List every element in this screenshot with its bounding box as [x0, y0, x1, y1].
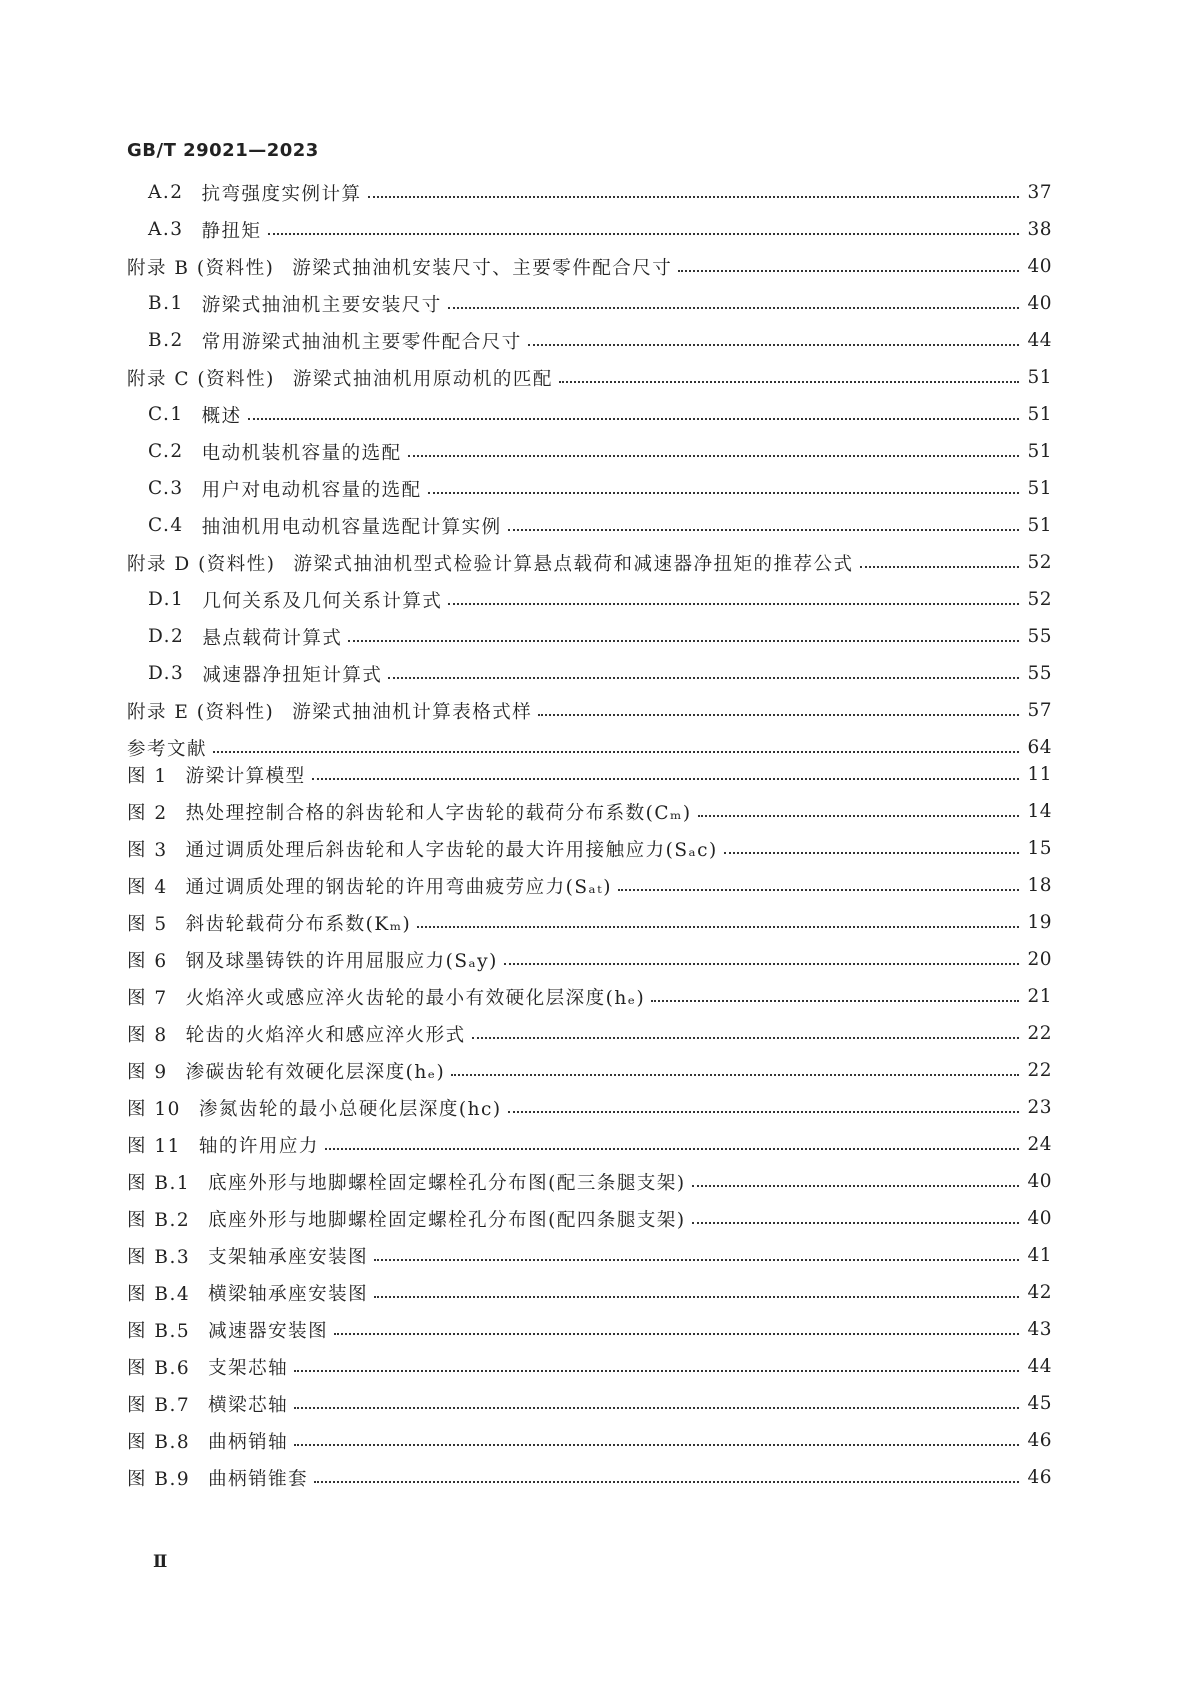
toc-figure-entry[interactable] [127, 756, 1052, 793]
toc-entry-label: 图 B.4 [127, 1283, 191, 1305]
toc-entry-page-number: 51 [1027, 441, 1052, 462]
toc-entry-title: 抽油机用电动机容量选配计算实例 [201, 516, 502, 538]
toc-figure-entry[interactable] [127, 1052, 1052, 1089]
toc-entry-label: 图 5 [127, 913, 168, 935]
toc-figure-entry[interactable] [127, 1200, 1052, 1237]
toc-entry-label: 图 6 [127, 950, 168, 972]
toc-entry-label: 图 B.6 [127, 1357, 191, 1379]
toc-entry-title: 曲柄销轴 [208, 1431, 289, 1453]
toc-entry-title: 支架轴承座安装图 [208, 1246, 369, 1268]
dot-leader [408, 454, 1020, 457]
toc-section-entry[interactable] [127, 470, 1052, 507]
dot-leader [294, 1443, 1019, 1446]
dot-leader [651, 999, 1019, 1002]
toc-figure-entry[interactable] [127, 1459, 1052, 1496]
dot-leader [248, 417, 1020, 420]
toc-entry-page-number: 43 [1027, 1319, 1052, 1340]
dot-leader [294, 1406, 1019, 1409]
dot-leader [451, 1073, 1019, 1076]
toc-entry-title: 曲柄销锥套 [208, 1468, 309, 1490]
toc-entry-title: 游梁式抽油机型式检验计算悬点载荷和减速器净扭矩的推荐公式 [293, 553, 854, 575]
toc-figure-entry[interactable] [127, 941, 1052, 978]
toc-entry-label: A.3 [148, 219, 184, 240]
toc-entry-page-number: 40 [1027, 1208, 1052, 1229]
toc-figure-entry[interactable] [127, 978, 1052, 1015]
toc-figure-entry[interactable] [127, 1385, 1052, 1422]
toc-entry-title: 横梁芯轴 [208, 1394, 289, 1416]
toc-entry-title: 参考文献 [127, 738, 208, 760]
toc-figure-entry[interactable] [127, 1274, 1052, 1311]
dot-leader [314, 1480, 1019, 1483]
toc-entry-page-number: 18 [1027, 875, 1052, 896]
dot-leader [213, 750, 1019, 753]
dot-leader [472, 1036, 1020, 1039]
toc-entry-label: 图 8 [127, 1024, 168, 1046]
toc-entry-page-number: 55 [1027, 663, 1052, 684]
toc-entry-label: C.4 [148, 515, 184, 536]
toc-entry-title: 几何关系及几何关系计算式 [202, 590, 443, 612]
toc-entry-page-number: 14 [1027, 801, 1052, 822]
toc-entry-page-number: 51 [1027, 404, 1052, 425]
toc-entry-page-number: 52 [1027, 589, 1052, 610]
toc-entry-page-number: 44 [1027, 1356, 1052, 1377]
toc-entry-label: 附录 B (资料性) [127, 257, 275, 279]
toc-entry-label: 图 B.1 [127, 1172, 191, 1194]
toc-figure-entry[interactable] [127, 1015, 1052, 1052]
toc-entry-page-number: 44 [1027, 330, 1052, 351]
dot-leader [417, 925, 1019, 928]
toc-figure-entry[interactable] [127, 867, 1052, 904]
dot-leader [618, 888, 1019, 891]
dot-leader [388, 676, 1019, 679]
toc-entry-title: 轮齿的火焰淬火和感应淬火形式 [185, 1024, 466, 1046]
toc-entry-title: 通过调质处理的钢齿轮的许用弯曲疲劳应力(Sₐₜ) [185, 876, 612, 898]
toc-entry-title: 渗碳齿轮有效硬化层深度(hₑ) [185, 1061, 446, 1083]
dot-leader [448, 602, 1019, 605]
toc-section-entry[interactable] [127, 692, 1052, 729]
toc-figure-entry[interactable] [127, 793, 1052, 830]
toc-entry-title: 游梁式抽油机安装尺寸、主要零件配合尺寸 [292, 257, 673, 279]
toc-figure-entry[interactable] [127, 1422, 1052, 1459]
toc-entry-label: 图 9 [127, 1061, 168, 1083]
dot-leader [860, 565, 1020, 568]
toc-entry-page-number: 51 [1027, 478, 1052, 499]
toc-figure-entry[interactable] [127, 1126, 1052, 1163]
toc-entry-title: 用户对电动机容量的选配 [201, 479, 422, 501]
toc-entry-page-number: 51 [1027, 515, 1052, 536]
dot-leader [724, 851, 1020, 854]
toc-section-entry[interactable] [127, 396, 1052, 433]
toc-section-entry[interactable] [127, 544, 1052, 581]
toc-figure-entry[interactable] [127, 904, 1052, 941]
toc-entry-title: 电动机装机容量的选配 [201, 442, 402, 464]
toc-entry-page-number: 57 [1027, 700, 1052, 721]
toc-entry-label: 图 B.2 [127, 1209, 191, 1231]
toc-entry-label: 图 B.7 [127, 1394, 191, 1416]
toc-entry-page-number: 42 [1027, 1282, 1052, 1303]
toc-figure-entry[interactable] [127, 1163, 1052, 1200]
toc-entry-label: B.2 [148, 330, 184, 351]
toc-entry-page-number: 45 [1027, 1393, 1052, 1414]
toc-entry-title: 通过调质处理后斜齿轮和人字齿轮的最大许用接触应力(Sₐc) [185, 839, 718, 861]
toc-section-entry[interactable] [127, 174, 1052, 211]
toc-entry-label: 附录 D (资料性) [127, 553, 276, 575]
toc-entry-title: 支架芯轴 [208, 1357, 289, 1379]
toc-entry-page-number: 24 [1027, 1134, 1052, 1155]
toc-entry-title: 游梁式抽油机用原动机的匹配 [292, 368, 553, 390]
toc-figure-entry[interactable] [127, 1348, 1052, 1385]
toc-figures [127, 756, 1052, 1496]
dot-leader [428, 491, 1020, 494]
toc-entry-title: 常用游梁式抽油机主要零件配合尺寸 [201, 331, 522, 353]
toc-entry-title: 减速器安装图 [208, 1320, 329, 1342]
toc-entry-page-number: 52 [1027, 552, 1052, 573]
toc-sections [127, 174, 1052, 766]
toc-entry-page-number: 55 [1027, 626, 1052, 647]
toc-entry-page-number: 40 [1027, 293, 1052, 314]
toc-entry-label: C.2 [148, 441, 184, 462]
dot-leader [374, 1258, 1019, 1261]
toc-entry-page-number: 40 [1027, 1171, 1052, 1192]
dot-leader [692, 1221, 1020, 1224]
toc-section-entry[interactable] [127, 211, 1052, 248]
toc-section-entry[interactable] [127, 322, 1052, 359]
page-folio: Ⅱ [153, 1552, 168, 1572]
toc-entry-page-number: 40 [1027, 256, 1052, 277]
toc-entry-label: 图 4 [127, 876, 168, 898]
toc-entry-page-number: 21 [1027, 986, 1052, 1007]
toc-entry-page-number: 38 [1027, 219, 1052, 240]
toc-section-entry[interactable] [127, 248, 1052, 285]
dot-leader [528, 343, 1020, 346]
toc-entry-title: 底座外形与地脚螺栓固定螺栓孔分布图(配四条腿支架) [208, 1209, 686, 1231]
toc-figure-entry[interactable] [127, 1311, 1052, 1348]
dot-leader [334, 1332, 1019, 1335]
toc-entry-title: 悬点载荷计算式 [202, 627, 343, 649]
toc-entry-page-number: 20 [1027, 949, 1052, 970]
dot-leader [559, 380, 1020, 383]
dot-leader [504, 962, 1020, 965]
toc-entry-title: 抗弯强度实例计算 [201, 183, 362, 205]
toc-entry-label: 图 1 [127, 765, 168, 787]
dot-leader [268, 232, 1020, 235]
toc-entry-page-number: 11 [1027, 764, 1052, 785]
dot-leader [692, 1184, 1020, 1187]
toc-entry-label: 图 B.9 [127, 1468, 191, 1490]
toc-entry-title: 横梁轴承座安装图 [208, 1283, 369, 1305]
toc-figure-entry[interactable] [127, 1089, 1052, 1126]
toc-section-entry[interactable] [127, 618, 1052, 655]
toc-entry-label: 附录 C (资料性) [127, 368, 275, 390]
toc-entry-label: C.3 [148, 478, 184, 499]
dot-leader [312, 777, 1020, 780]
dot-leader [678, 269, 1019, 272]
toc-entry-title: 游梁式抽油机计算表格式样 [292, 701, 533, 723]
toc-entry-page-number: 19 [1027, 912, 1052, 933]
dot-leader [348, 639, 1019, 642]
toc-entry-title: 游梁计算模型 [185, 765, 306, 787]
toc-entry-label: C.1 [148, 404, 184, 425]
toc-entry-page-number: 22 [1027, 1060, 1052, 1081]
toc-entry-label: 图 2 [127, 802, 168, 824]
dot-leader [368, 195, 1020, 198]
toc-section-entry[interactable] [127, 285, 1052, 322]
toc-section-entry[interactable] [127, 507, 1052, 544]
toc-entry-title: 钢及球墨铸铁的许用屈服应力(Sₐy) [185, 950, 498, 972]
dot-leader [538, 713, 1019, 716]
toc-entry-label: 图 B.5 [127, 1320, 191, 1342]
toc-entry-page-number: 51 [1027, 367, 1052, 388]
toc-entry-title: 斜齿轮载荷分布系数(Kₘ) [185, 913, 412, 935]
dot-leader [448, 306, 1020, 309]
toc-entry-title: 减速器净扭矩计算式 [202, 664, 383, 686]
toc-entry-page-number: 22 [1027, 1023, 1052, 1044]
dot-leader [508, 1110, 1020, 1113]
toc-figure-entry[interactable] [127, 1237, 1052, 1274]
toc-entry-label: D.1 [148, 589, 185, 610]
toc-entry-page-number: 23 [1027, 1097, 1052, 1118]
toc-entry-title: 游梁式抽油机主要安装尺寸 [201, 294, 442, 316]
dot-leader [325, 1147, 1020, 1150]
toc-section-entry[interactable] [127, 655, 1052, 692]
dot-leader [374, 1295, 1019, 1298]
standard-code: GB/T 29021—2023 [127, 140, 319, 161]
dot-leader [294, 1369, 1019, 1372]
toc-entry-page-number: 46 [1027, 1467, 1052, 1488]
toc-figure-entry[interactable] [127, 830, 1052, 867]
toc-entry-label: 图 B.3 [127, 1246, 191, 1268]
toc-entry-label: D.2 [148, 626, 185, 647]
toc-section-entry[interactable] [127, 433, 1052, 470]
toc-entry-label: A.2 [148, 182, 184, 203]
toc-entry-page-number: 37 [1027, 182, 1052, 203]
toc-entry-label: 图 B.8 [127, 1431, 191, 1453]
toc-entry-page-number: 15 [1027, 838, 1052, 859]
toc-entry-title: 火焰淬火或感应淬火齿轮的最小有效硬化层深度(hₑ) [185, 987, 646, 1009]
toc-entry-label: 附录 E (资料性) [127, 701, 275, 723]
toc-entry-page-number: 46 [1027, 1430, 1052, 1451]
toc-entry-label: 图 11 [127, 1135, 181, 1157]
toc-entry-label: 图 7 [127, 987, 168, 1009]
toc-entry-title: 轴的许用应力 [198, 1135, 319, 1157]
toc-entry-title: 渗氮齿轮的最小总硬化层深度(hc) [198, 1098, 502, 1120]
toc-entry-page-number: 64 [1027, 737, 1052, 758]
toc-entry-label: 图 3 [127, 839, 168, 861]
toc-entry-title: 静扭矩 [201, 220, 262, 242]
toc-section-entry[interactable] [127, 359, 1052, 396]
toc-entry-page-number: 41 [1027, 1245, 1052, 1266]
dot-leader [698, 814, 1020, 817]
toc-entry-title: 概述 [201, 405, 242, 427]
toc-entry-label: B.1 [148, 293, 184, 314]
toc-entry-label: 图 10 [127, 1098, 181, 1120]
toc-entry-title: 底座外形与地脚螺栓固定螺栓孔分布图(配三条腿支架) [208, 1172, 686, 1194]
dot-leader [508, 528, 1020, 531]
toc-entry-title: 热处理控制合格的斜齿轮和人字齿轮的载荷分布系数(Cₘ) [185, 802, 692, 824]
toc-section-entry[interactable] [127, 581, 1052, 618]
toc-entry-label: D.3 [148, 663, 185, 684]
